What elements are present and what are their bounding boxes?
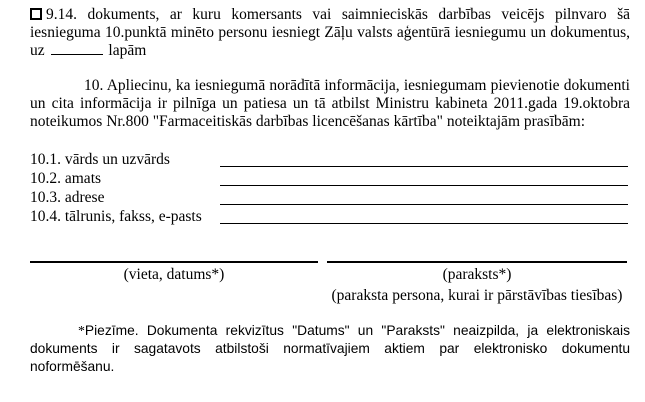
field-contacts-label: 10.4. tālrunis, fakss, e-pasts [30,208,202,225]
section-9-14-checkbox[interactable] [30,8,42,20]
footnote [30,322,630,376]
place-date-caption: (vieta, datums*) [123,266,225,283]
section-9-14-number: 9.14. [46,6,77,23]
signature-caption: (paraksts*) [442,266,512,283]
place-date-line[interactable] [30,261,318,263]
field-contacts-line[interactable] [220,223,628,224]
signature-subcaption: (paraksta persona, kurai ir pārstāvības tiesības) [331,287,623,304]
field-position [30,170,630,188]
field-address [30,189,630,207]
field-name-surname-label: 10.1. vārds un uzvārds [30,151,170,168]
footnote-star: * [78,323,85,338]
section-9-14 [30,6,630,60]
field-name-surname [30,151,630,169]
field-name-surname-line[interactable] [220,166,628,167]
field-position-line[interactable] [220,185,628,186]
field-address-label: 10.3. adrese [30,189,105,206]
page-count-blank[interactable] [51,42,103,55]
section-9-14-text-end: lapām [108,42,147,59]
section-10-intro-text: 10. Apliecinu, ka iesniegumā norādītā informācija, iesniegumam pievienotie dokumenti un cita informācija ir pilnīga un patiesa un tā atbilst Ministru kabineta 2011.gada 19.oktobra noteikumos Nr.800 "Farmaceitiskās darbības licencēšanas kārtība" noteiktajām prasībām: [30,77,630,130]
field-contacts [30,208,630,226]
field-address-line[interactable] [220,204,628,205]
section-9-14-text: dokuments, ar kuru komersants vai saimnieciskās darbības veicējs pilnvaro šā iesnieguma 10.punktā minēto personu iesniegt Zāļu valsts aģentūrā iesniegumu un dokumentus, uz [30,6,631,59]
field-position-label: 10.2. amats [30,170,102,187]
footnote-body [30,322,630,376]
signature-line[interactable] [327,261,627,263]
footnote-text: Piezīme. Dokumenta rekvizītus "Datums" un "Paraksts" neaizpilda, ja elektroniskais dokuments ir sagatavots atbilstoši normatīvajiem aktiem par elektronisko dokumentu noformēšanu. [30,323,630,374]
section-10-intro [30,77,630,131]
